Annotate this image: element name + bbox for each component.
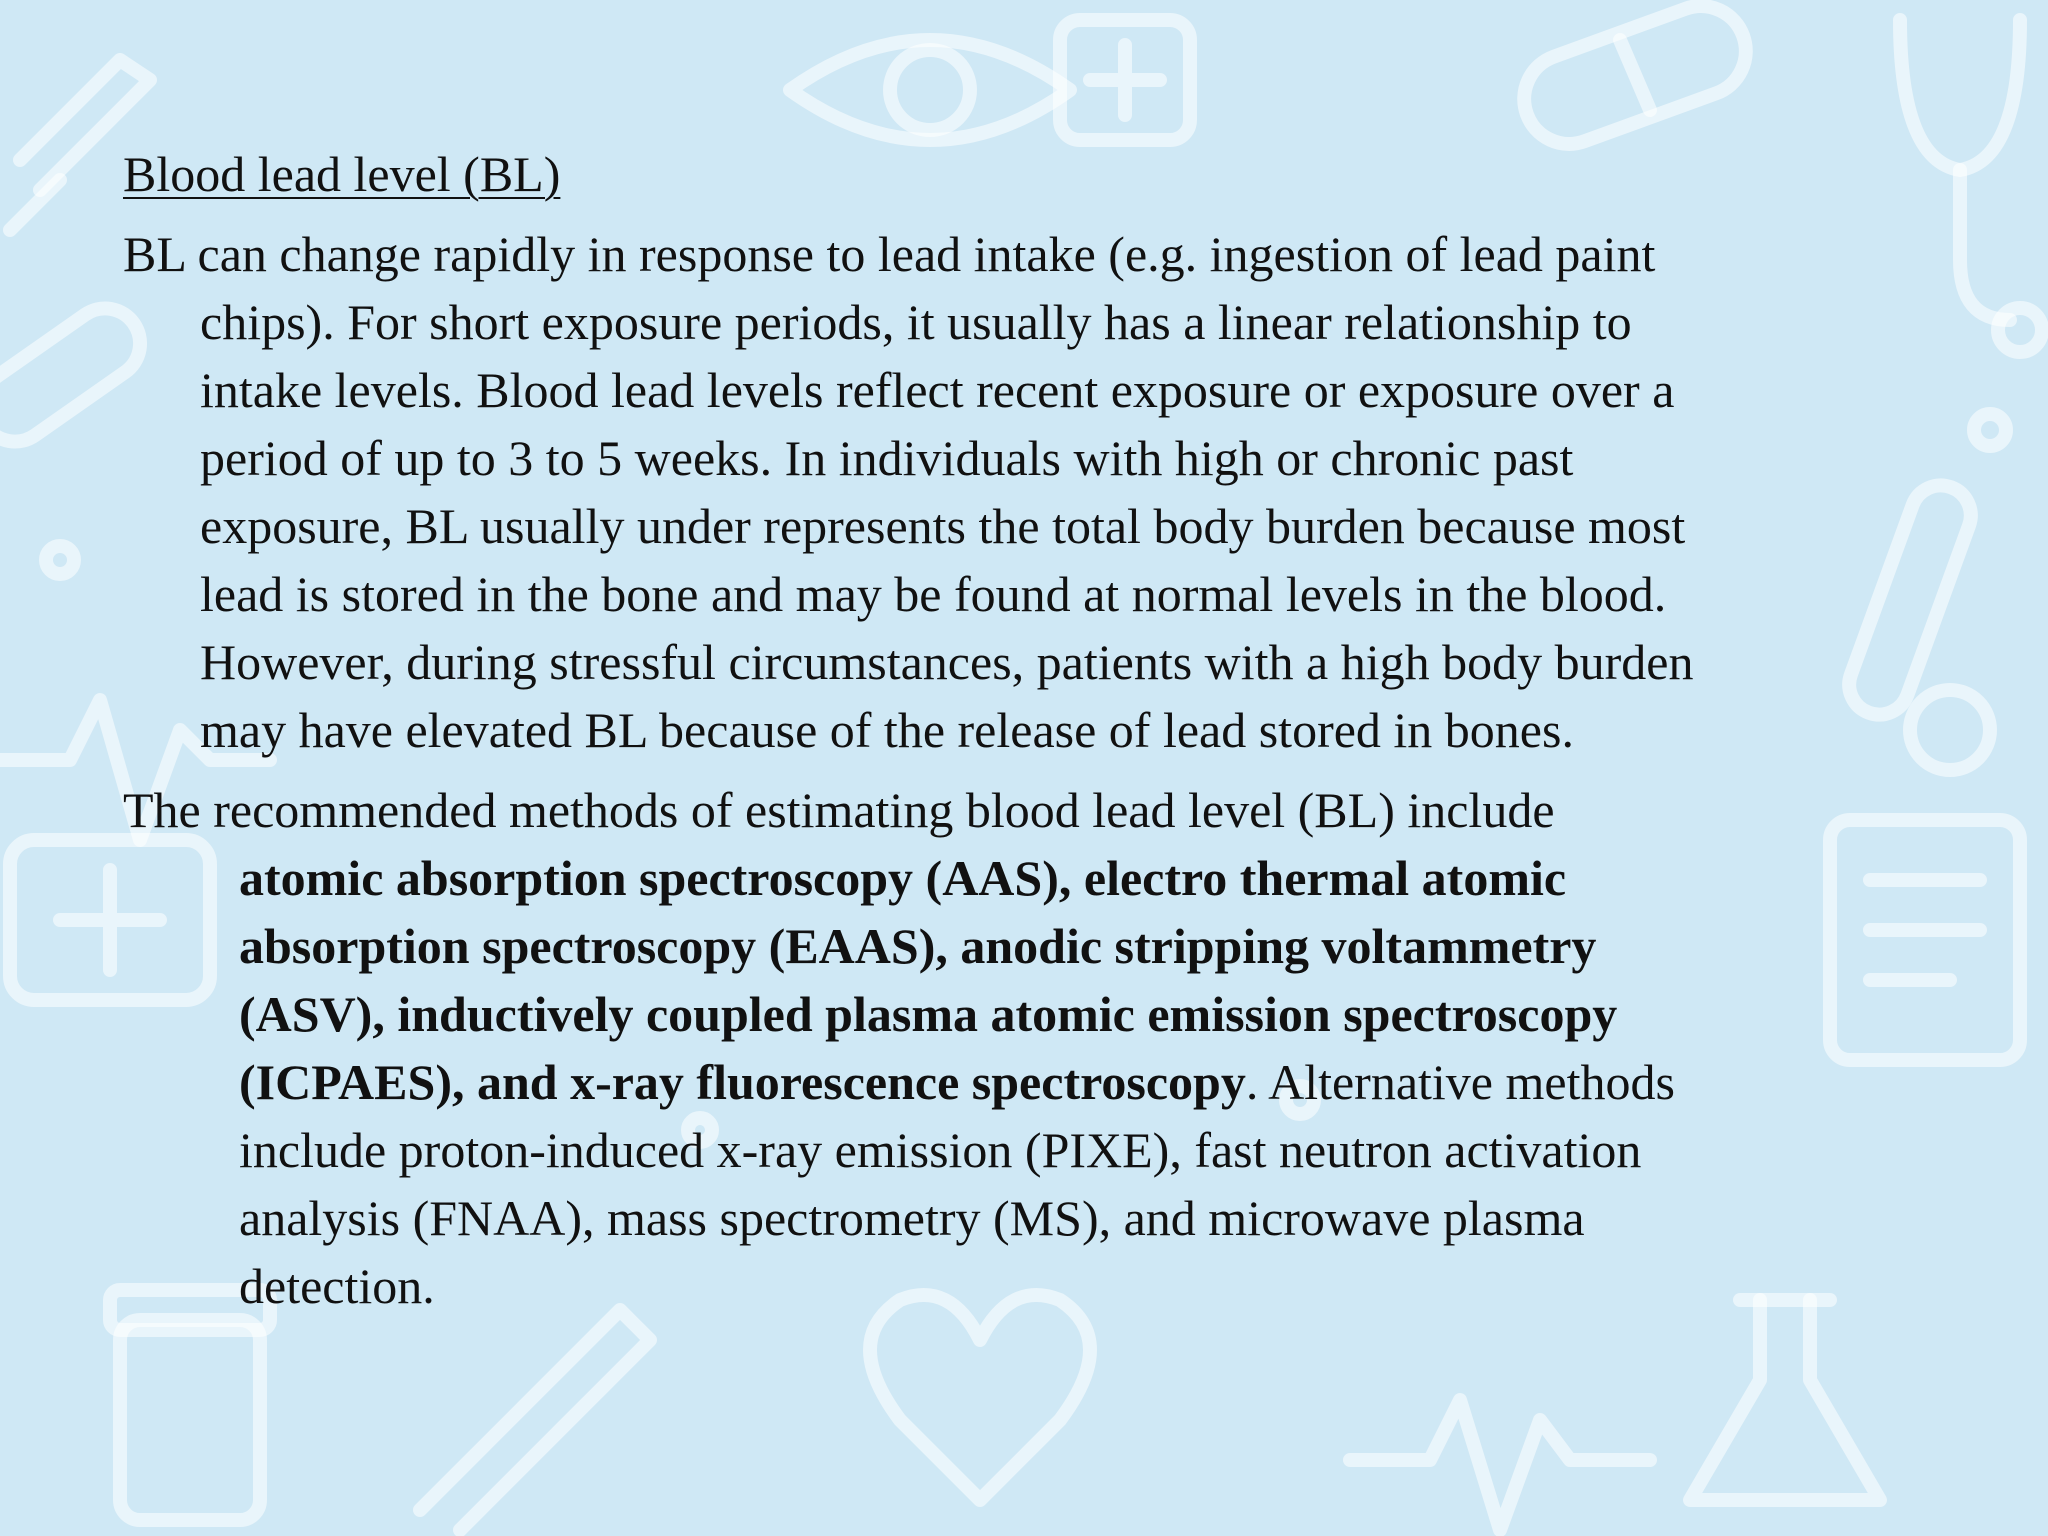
paragraph-line: intake levels. Blood lead levels reflect recent exposure or exposure over a bbox=[200, 362, 1675, 418]
paragraph-line: exposure, BL usually under represents the total body burden because most bbox=[200, 498, 1686, 554]
slide-content bbox=[123, 140, 1923, 1320]
bold-method-line: atomic absorption spectroscopy (AAS), electro thermal atomic bbox=[239, 850, 1567, 906]
bold-method-line: (ASV), inductively coupled plasma atomic emission spectroscopy bbox=[239, 986, 1618, 1042]
paragraph-blood-lead-behavior bbox=[123, 220, 1923, 764]
paragraph-line: The recommended methods of estimating blood lead level (BL) include bbox=[123, 782, 1555, 838]
paragraph-line: may have elevated BL because of the release of lead stored in bones. bbox=[200, 702, 1574, 758]
paragraph-line: chips). For short exposure periods, it usually has a linear relationship to bbox=[200, 294, 1632, 350]
bold-method-text: (ICPAES), and x-ray fluorescence spectroscopy bbox=[239, 1054, 1246, 1110]
regular-method-text: . Alternative methods bbox=[1245, 1054, 1675, 1110]
paragraph-line: analysis (FNAA), mass spectrometry (MS), and microwave plasma bbox=[239, 1190, 1585, 1246]
bold-method-line: absorption spectroscopy (EAAS), anodic stripping voltammetry bbox=[239, 918, 1597, 974]
paragraph-line: include proton-induced x-ray emission (PIXE), fast neutron activation bbox=[239, 1122, 1642, 1178]
paragraph-line: detection. bbox=[239, 1258, 435, 1314]
paragraph-estimation-methods bbox=[123, 776, 1923, 1320]
mixed-method-line bbox=[123, 1048, 1923, 1116]
paragraph-line: BL can change rapidly in response to lead intake (e.g. ingestion of lead paint bbox=[123, 226, 1656, 282]
paragraph-line: lead is stored in the bone and may be found at normal levels in the blood. bbox=[200, 566, 1667, 622]
paragraph-line: However, during stressful circumstances, patients with a high body burden bbox=[200, 634, 1694, 690]
slide-heading: Blood lead level (BL) bbox=[123, 146, 561, 202]
paragraph-line: period of up to 3 to 5 weeks. In individuals with high or chronic past bbox=[200, 430, 1574, 486]
